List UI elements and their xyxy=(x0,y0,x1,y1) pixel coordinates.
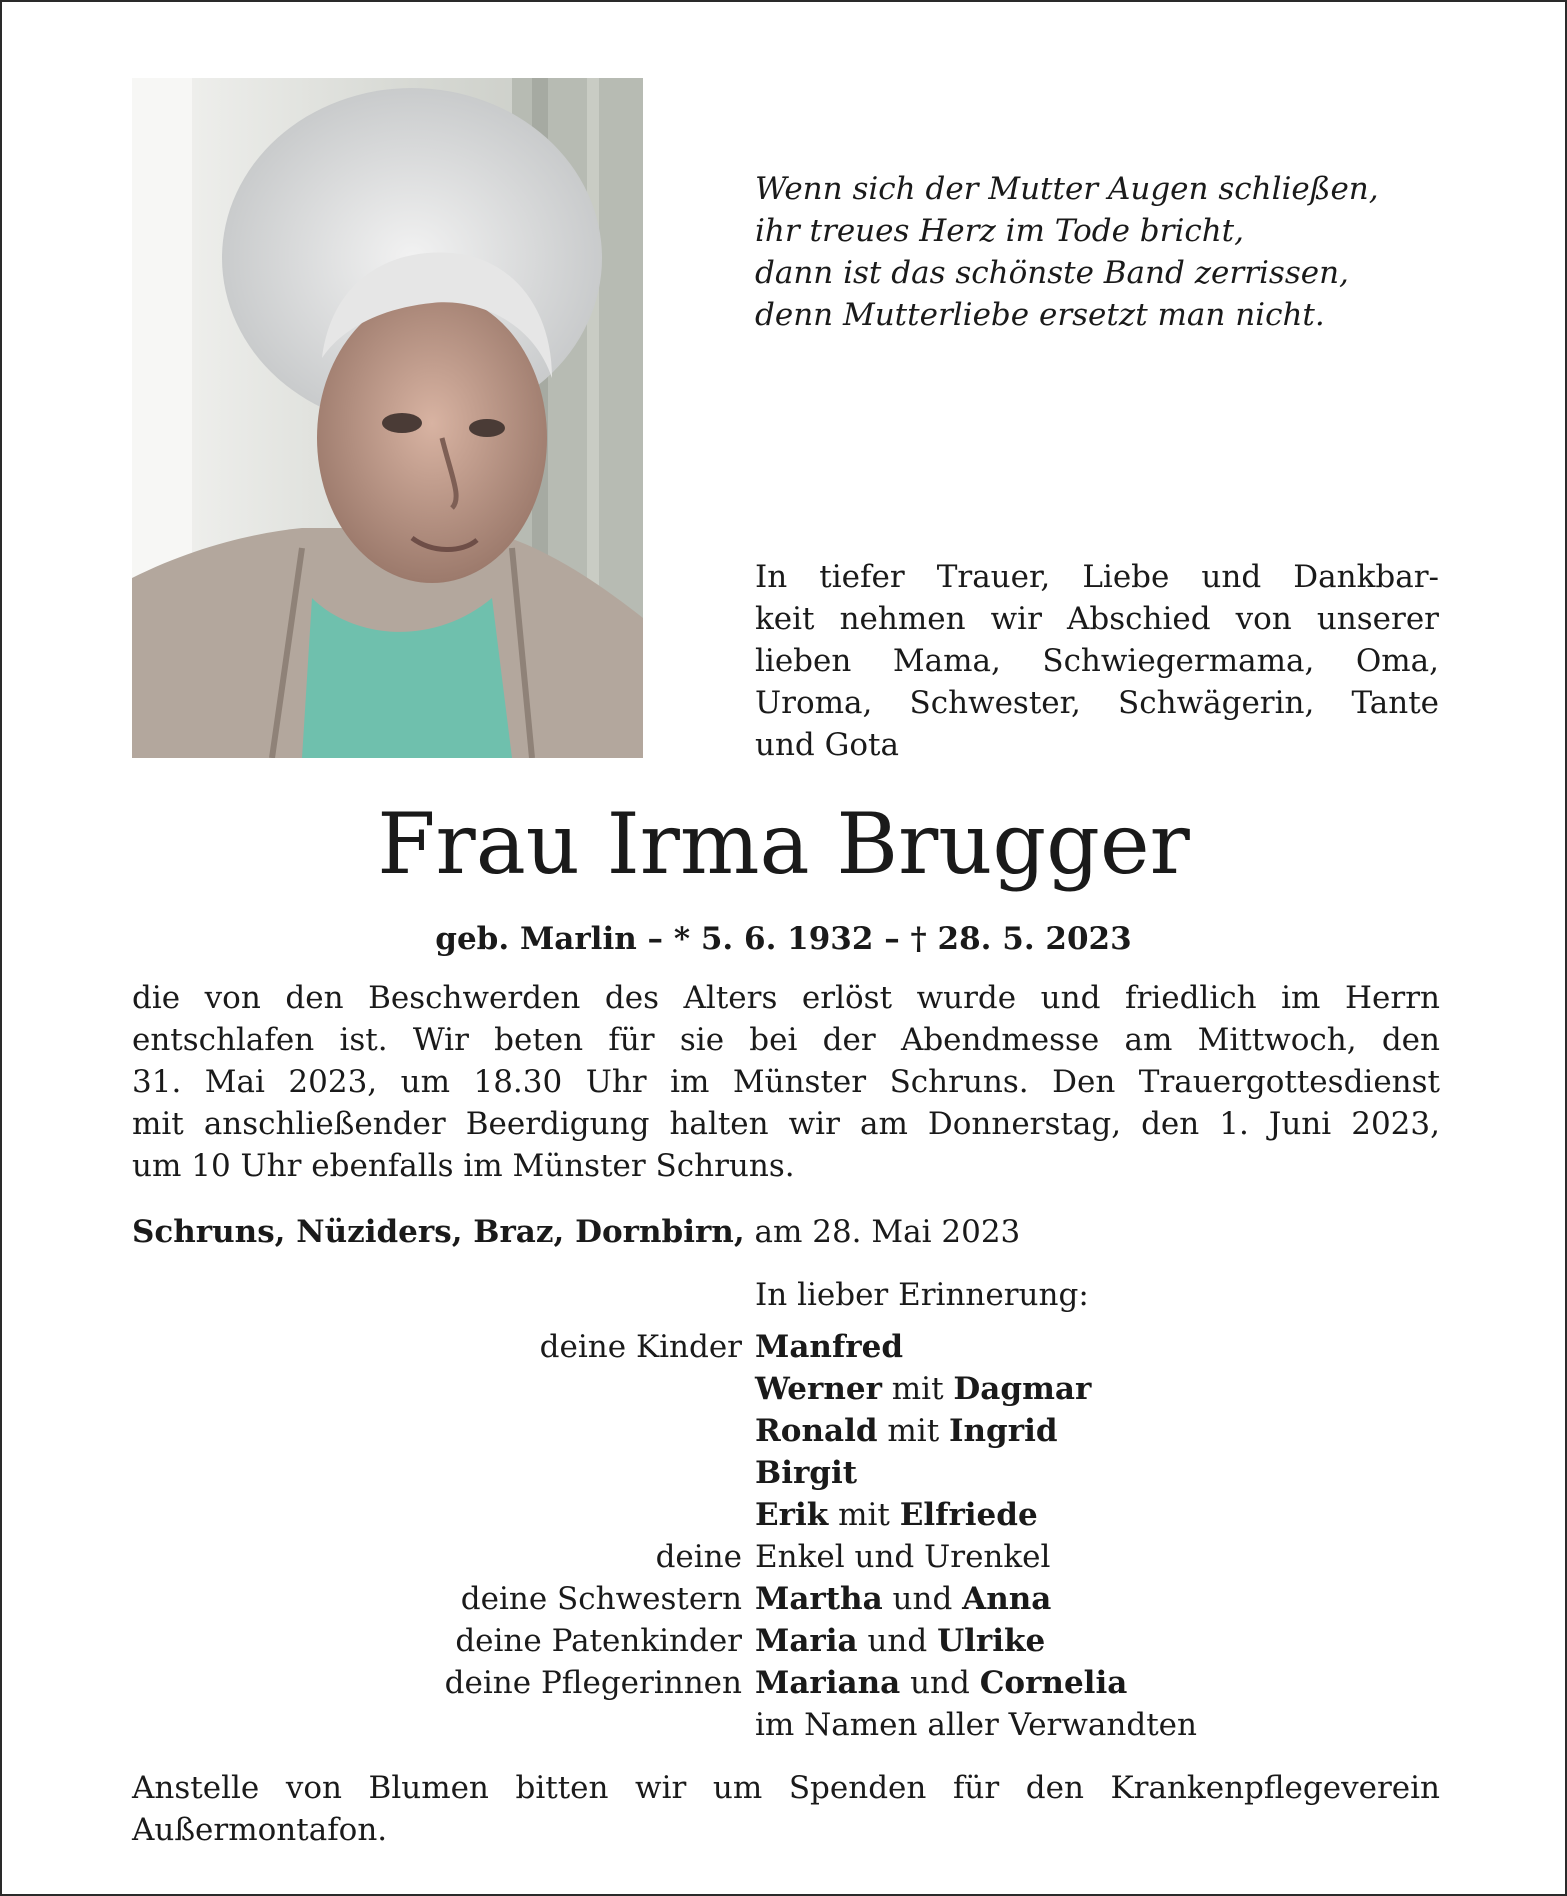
family-member-name: Elfriede xyxy=(899,1497,1038,1533)
family-members xyxy=(755,1326,903,1368)
announcement-body xyxy=(132,977,1440,1187)
family-row xyxy=(132,1410,1440,1452)
family-relation: deine Pflegerinnen xyxy=(444,1665,742,1701)
closing-line: Anstelle von Blumen bitten wir um Spenden für den Krankenpflegeverein xyxy=(132,1770,1440,1806)
closing-note xyxy=(132,1767,1440,1851)
family-relation: deine Kinder xyxy=(539,1329,742,1365)
intro-line: keit nehmen wir Abschied von unserer xyxy=(755,601,1439,637)
family-row xyxy=(132,1536,1440,1578)
family-row xyxy=(132,1452,1440,1494)
remember-line: In lieber Erinnerung: xyxy=(755,1277,1089,1313)
family-members xyxy=(755,1410,1058,1452)
portrait-photo xyxy=(132,78,643,758)
family-connector: und xyxy=(900,1665,980,1701)
poem-line: ihr treues Herz im Tode bricht, xyxy=(755,213,1244,249)
body-line: mit anschließender Beerdigung halten wir am Donnerstag, den 1. Juni 2023, xyxy=(132,1106,1440,1142)
intro-text xyxy=(755,556,1439,766)
places-date-line xyxy=(132,1211,1432,1253)
family-member-name: Ingrid xyxy=(949,1413,1058,1449)
family-member-name: Werner xyxy=(755,1371,882,1407)
family-relation: deine Patenkinder xyxy=(455,1623,742,1659)
family-row xyxy=(132,1578,1440,1620)
family-relation xyxy=(132,1452,755,1494)
poem xyxy=(755,168,1475,336)
family-members xyxy=(755,1578,1051,1620)
intro-line: und Gota xyxy=(755,727,899,763)
family-connector: und xyxy=(857,1623,938,1659)
portrait-photo-icon xyxy=(132,78,643,758)
family-row xyxy=(132,1662,1440,1704)
family-member-name: Mariana xyxy=(755,1665,901,1701)
family-connector: mit xyxy=(881,1371,954,1407)
family-connector: mit xyxy=(877,1413,950,1449)
family-member-name: Martha xyxy=(755,1581,883,1617)
family-row xyxy=(132,1494,1440,1536)
family-members xyxy=(755,1494,1038,1536)
poem-line: denn Mutterliebe ersetzt man nicht. xyxy=(755,297,1325,333)
family-relation: deine Schwestern xyxy=(460,1581,742,1617)
family-members xyxy=(755,1620,1045,1662)
family-list xyxy=(132,1326,1440,1746)
birth-death-dates: geb. Marlin – * 5. 6. 1932 – † 28. 5. 2023 xyxy=(435,921,1132,957)
family-member-name: Erik xyxy=(755,1497,829,1533)
family-members xyxy=(755,1536,1050,1578)
family-member-name: Cornelia xyxy=(979,1665,1128,1701)
announcement-date: am 28. Mai 2023 xyxy=(744,1214,1021,1250)
family-connector: mit xyxy=(828,1497,900,1533)
family-member-name: Ulrike xyxy=(937,1623,1046,1659)
family-member-name: Anna xyxy=(962,1581,1052,1617)
intro-line: lieben Mama, Schwiegermama, Oma, xyxy=(755,643,1439,679)
family-member-name: Birgit xyxy=(755,1455,858,1491)
family-connector: und xyxy=(882,1581,963,1617)
family-row xyxy=(132,1620,1440,1662)
family-row xyxy=(132,1368,1440,1410)
family-members xyxy=(755,1662,1127,1704)
closing-line: Außermontafon. xyxy=(132,1812,388,1848)
body-line: entschlafen ist. Wir beten für sie bei der Abendmesse am Mittwoch, den xyxy=(132,1022,1440,1058)
deceased-name: Frau Irma Brugger xyxy=(377,795,1190,893)
family-relation: deine xyxy=(655,1539,742,1575)
family-row xyxy=(132,1326,1440,1368)
family-relation xyxy=(132,1368,755,1410)
family-member-name: Dagmar xyxy=(953,1371,1092,1407)
family-members xyxy=(755,1704,1197,1746)
family-relation xyxy=(132,1704,755,1746)
intro-line: In tiefer Trauer, Liebe und Dankbar- xyxy=(755,559,1439,595)
body-line: die von den Beschwerden des Alters erlöst wurde und friedlich im Herrn xyxy=(132,980,1440,1016)
family-row xyxy=(132,1704,1440,1746)
body-line: um 10 Uhr ebenfalls im Münster Schruns. xyxy=(132,1148,795,1184)
family-members xyxy=(755,1368,1091,1410)
family-connector: Enkel und Urenkel xyxy=(755,1539,1051,1575)
family-connector: im Namen aller Verwandten xyxy=(755,1707,1197,1743)
poem-line: Wenn sich der Mutter Augen schließen, xyxy=(755,171,1379,207)
poem-line: dann ist das schönste Band zerrissen, xyxy=(755,255,1349,291)
family-member-name: Maria xyxy=(755,1623,858,1659)
places-list: Schruns, Nüziders, Braz, Dornbirn, xyxy=(132,1214,745,1250)
family-relation xyxy=(132,1494,755,1536)
body-line: 31. Mai 2023, um 18.30 Uhr im Münster Schruns. Den Trauergottesdienst xyxy=(132,1064,1440,1100)
intro-line: Uroma, Schwester, Schwägerin, Tante xyxy=(755,685,1439,721)
family-members xyxy=(755,1452,857,1494)
family-member-name: Ronald xyxy=(755,1413,878,1449)
family-relation xyxy=(132,1410,755,1452)
family-member-name: Manfred xyxy=(755,1329,904,1365)
